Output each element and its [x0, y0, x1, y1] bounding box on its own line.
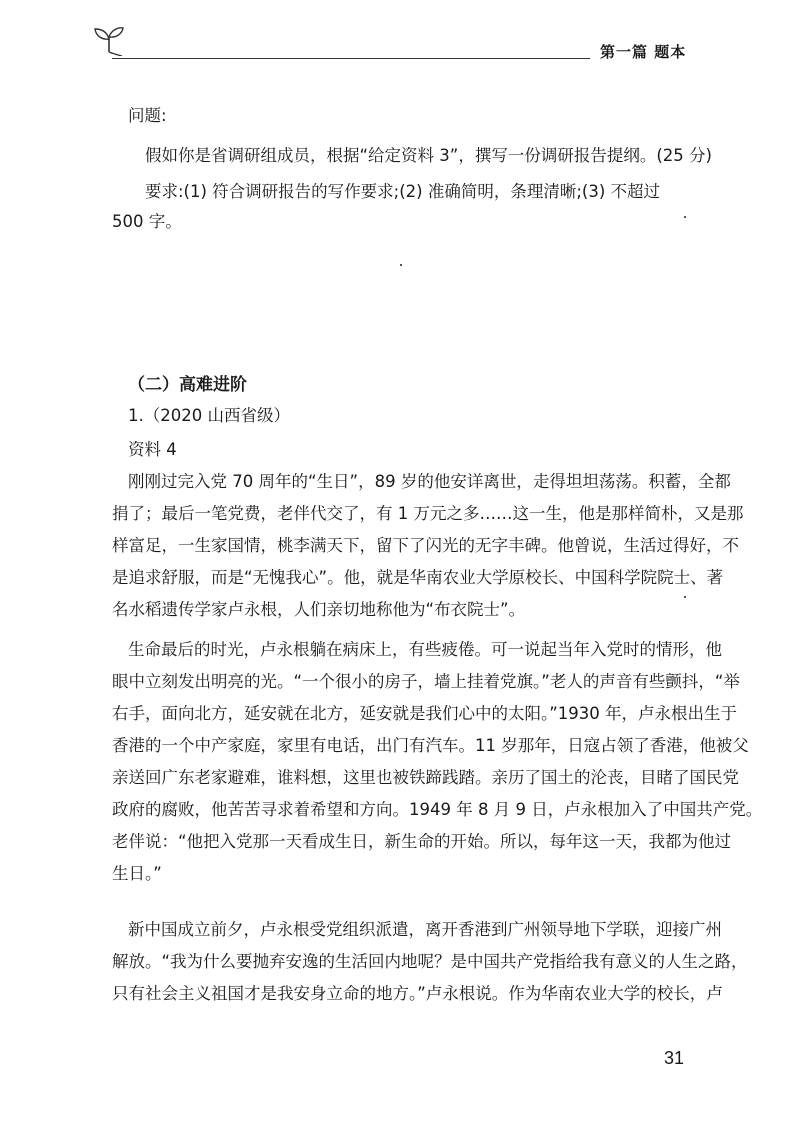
- paragraph-line: 样富足，一生家国情，桃李满天下，留下了闪光的无字丰碑。他曾说，生活过得好，不: [112, 536, 739, 555]
- paragraph-line: 香港的一个中产家庭，家里有电话，出门有汽车。11 岁那年，日寇占领了香港，他被父: [112, 736, 749, 755]
- header-rule: [112, 58, 590, 59]
- material-label: 资料 4: [128, 440, 177, 459]
- paragraph-1: [112, 466, 744, 626]
- paragraph-2: [112, 634, 763, 890]
- paragraph-line: 解放。“我为什么要抛弃安逸的生活回内地呢？是中国共产党指给我有意义的人生之路，: [112, 952, 748, 971]
- question-requirements: 要求:(1) 符合调研报告的写作要求;(2) 准确简明，条理清晰;(3) 不超过: [145, 182, 661, 201]
- section-title: （二）高难进阶: [128, 375, 247, 395]
- question-prompt: 假如你是省调研组成员，根据“给定资料 3”，撰写一份调研报告提纲。(25 分): [145, 146, 712, 165]
- scan-speck: [684, 596, 686, 598]
- header-title: 第一篇 题本: [600, 43, 687, 61]
- paragraph-line: 政府的腐败，他苦苦寻求着希望和方向。1949 年 8 月 9 日，卢永根加入了中国共产党。: [112, 800, 763, 819]
- paragraph-line: 亲送回广东老家避难，谁料想，这里也被铁蹄践踏。亲历了国土的沦丧，目睹了国民党: [112, 768, 739, 787]
- paragraph-line: 新中国成立前夕，卢永根受党组织派遣，离开香港到广州领导地下学联，迎接广州: [128, 920, 722, 939]
- paragraph-line: 右手，面向北方，延安就在北方，延安就是我们心中的太阳。”1930 年，卢永根出生于: [112, 704, 738, 723]
- question-label: 问题:: [128, 106, 167, 125]
- paragraph-line: 老伴说：“他把入党那一天看成生日，新生命的开始。所以，每年这一天，我都为他过: [112, 832, 732, 851]
- paragraph-line: 刚刚过完入党 70 周年的“生日”，89 岁的他安详离世，走得坦坦荡荡。积蓄，全都: [128, 472, 731, 491]
- paragraph-line: 只有社会主义祖国才是我安身立命的地方。”卢永根说。作为华南农业大学的校长，卢: [112, 984, 723, 1003]
- scan-speck: [684, 216, 686, 218]
- paragraph-line: 眼中立刻发出明亮的光。“一个很小的房子，墙上挂着党旗。”老人的声音有些颤抖，“举: [112, 672, 740, 691]
- paragraph-line: 捐了；最后一笔党费，老伴代交了，有 1 万元之多……这一生，他是那样简朴，又是那: [112, 504, 744, 523]
- paragraph-3: [112, 914, 748, 1010]
- sprout-icon: [92, 22, 126, 56]
- paragraph-line: 生日。”: [112, 864, 162, 883]
- paragraph-line: 名水稻遗传学家卢永根，人们亲切地称他为“布衣院士”。: [112, 600, 526, 619]
- page-number: 31: [664, 1048, 685, 1068]
- paragraph-line: 生命最后的时光，卢永根躺在病床上，有些疲倦。可一说起当年入党时的情形，他: [128, 640, 722, 659]
- question-requirements-cont: 500 字。: [112, 212, 182, 231]
- scan-speck: [400, 264, 402, 266]
- paragraph-line: 是追求舒服，而是“无愧我心”。他，就是华南农业大学原校长、中国科学院院士、著: [112, 568, 724, 587]
- section-item: 1.（2020 山西省级）: [128, 406, 290, 425]
